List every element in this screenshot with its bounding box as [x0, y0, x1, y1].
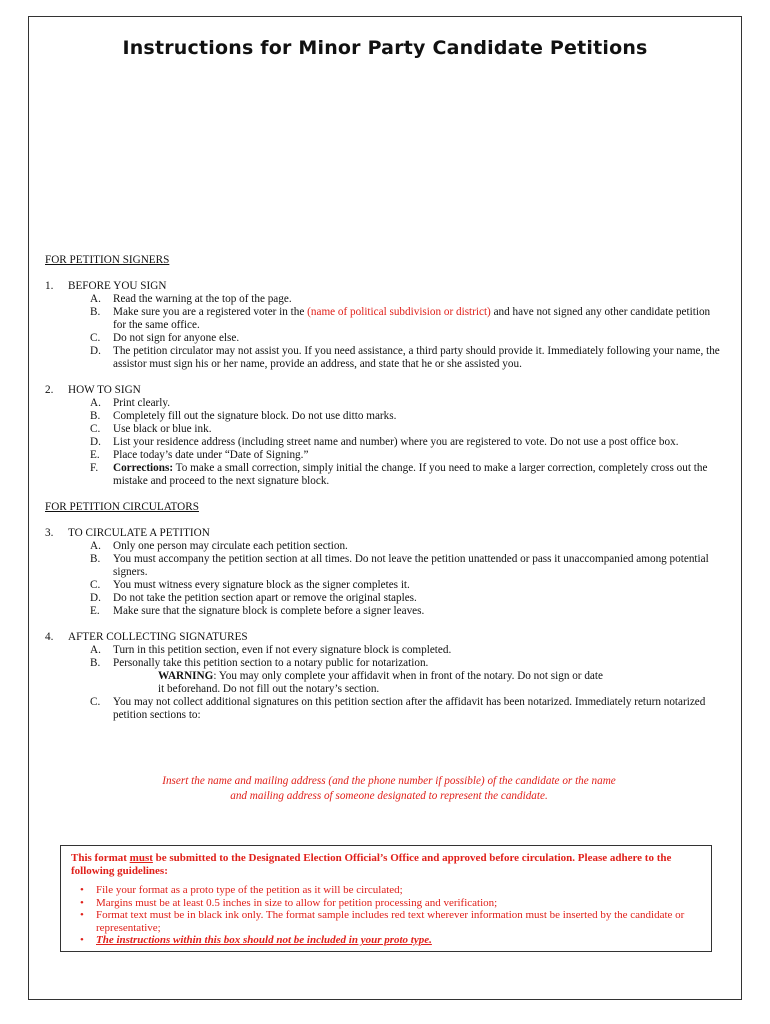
list-item: • The instructions within this box should not be included in your proto type. — [71, 934, 701, 947]
list-item: A. Turn in this petition section, even if not every signature block is completed. — [90, 644, 452, 656]
list-item: D. Do not take the petition section apart or remove the original staples. — [90, 592, 417, 604]
section-1 — [45, 280, 725, 293]
section-4 — [45, 631, 725, 644]
list-item: A. Read the warning at the top of the page. — [90, 293, 292, 305]
insert-address-placeholder: Insert the name and mailing address (and the phone number if possible) of the candidate or the name and mailing address of someone designated to represent the candidate. — [162, 775, 616, 802]
list-item: A. Only one person may circulate each petition section. — [90, 540, 348, 552]
must-emphasis: must — [129, 852, 153, 864]
list-item: C. Use black or blue ink. — [90, 423, 212, 435]
corrections-label: Corrections: — [113, 462, 174, 474]
warning-note-cont: it beforehand. Do not fill out the notary’s section. — [158, 683, 380, 695]
list-item: B. Make sure you are a registered voter in the (name of political subdivision or district) and have not signed any other candidate petition for the same office. — [90, 306, 711, 331]
bullet-icon: • — [80, 896, 84, 909]
guidelines-list — [71, 884, 701, 947]
bullet-icon: • — [80, 909, 84, 921]
circulators-heading: FOR PETITION CIRCULATORS — [45, 501, 199, 513]
bullet-icon: • — [80, 934, 84, 946]
list-item: E. Place today’s date under “Date of Signing.” — [90, 449, 309, 461]
red-placeholder: (name of political subdivision or district) — [307, 306, 491, 318]
signers-heading: FOR PETITION SIGNERS — [45, 254, 170, 266]
instructions-body — [45, 254, 725, 722]
list-item: • File your format as a proto type of the petition as it will be circulated; — [71, 884, 701, 897]
bullet-icon: • — [80, 884, 84, 896]
box-heading: This format must be submitted to the Designated Election Official’s Office and approved before circulation. Please adhere to the following guidelines: — [71, 852, 672, 877]
list-item: • Format text must be in black ink only. The format sample includes red text wherever information must be inserted by the candidate or representative; — [71, 909, 701, 934]
section-number: 3. — [45, 527, 54, 539]
document-page — [28, 16, 742, 1000]
section-label: BEFORE YOU SIGN — [68, 280, 167, 292]
warning-note: WARNING: You may only complete your affidavit when in front of the notary. Do not sign or date — [158, 670, 603, 682]
section-number: 4. — [45, 631, 54, 643]
section-number: 2. — [45, 384, 54, 396]
warning-label: WARNING — [158, 670, 214, 682]
section-3 — [45, 527, 725, 540]
list-item: C. Do not sign for anyone else. — [90, 332, 240, 344]
section-number: 1. — [45, 280, 54, 292]
list-item: C. You must witness every signature block as the signer completes it. — [90, 579, 410, 591]
list-item: D. List your residence address (including street name and number) where you are registered to vote. Do not use a post office box. — [90, 436, 679, 448]
section-label: AFTER COLLECTING SIGNATURES — [68, 631, 248, 643]
list-item: B. You must accompany the petition section at all times. Do not leave the petition unattended or pass it unaccompanied among potential signers. — [90, 553, 709, 578]
section-label: TO CIRCULATE A PETITION — [68, 527, 210, 539]
page-title: Instructions for Minor Party Candidate Petitions — [122, 37, 648, 59]
list-item: C. You may not collect additional signatures on this petition section after the affidavit has been notarized. Immediately return notarized petition sections to: — [90, 696, 706, 721]
list-item: F. Corrections: To make a small correction, simply initial the change. If you need to make a larger correction, completely cross out the mistake and proceed to the next signature block. — [90, 462, 708, 487]
list-item: A. Print clearly. — [90, 397, 171, 409]
list-item: • Margins must be at least 0.5 inches in size to allow for petition processing and verification; — [71, 897, 701, 910]
list-item: B. Completely fill out the signature block. Do not use ditto marks. — [90, 410, 397, 422]
list-item: E. Make sure that the signature block is complete before a signer leaves. — [90, 605, 425, 617]
section-2 — [45, 384, 725, 397]
format-guidelines-box — [60, 845, 712, 952]
section-label: HOW TO SIGN — [68, 384, 141, 396]
list-item: D. The petition circulator may not assist you. If you need assistance, a third party should provide it. Immediately following your name, the assistor must sign his or her name, provide an address, and state that he or she assisted you. — [90, 345, 720, 370]
list-item: B. Personally take this petition section to a notary public for notarization. — [90, 657, 429, 669]
